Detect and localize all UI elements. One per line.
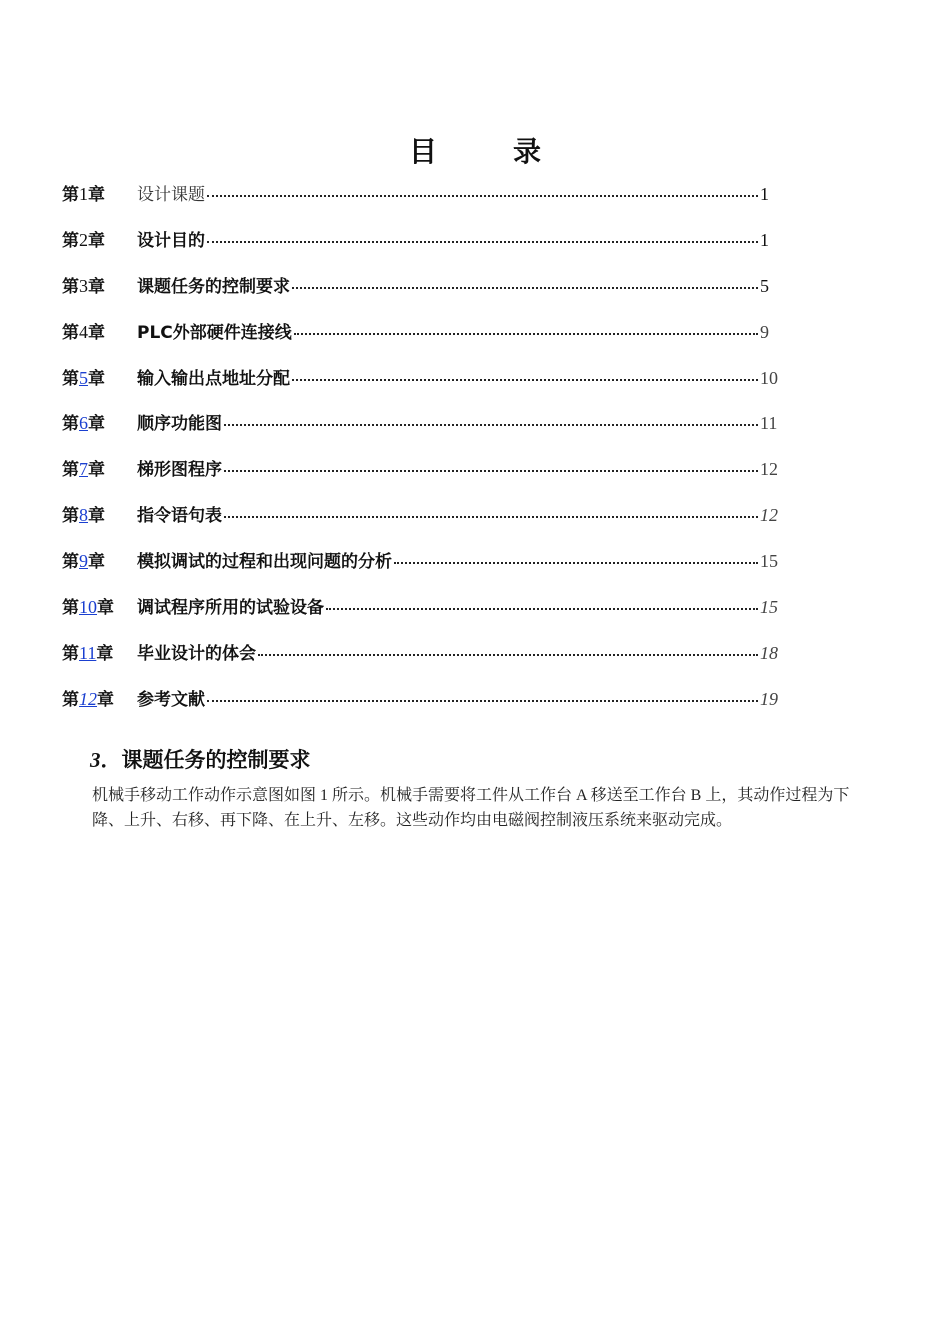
- toc-row-2[interactable]: [62, 226, 782, 272]
- section-paragraph: 机械手移动工作动作示意图如图 1 所示。机械手需要将工件从工作台 A 移送至工作台 B 上，其动作过程为下降、上升、右移、再下降、在上升、左移。这些动作均由电磁阀控制液压系统来驱动完成。: [92, 787, 850, 829]
- toc-row-4[interactable]: [62, 318, 782, 364]
- dot-leader: [207, 241, 758, 243]
- toc-row-3[interactable]: [62, 272, 782, 318]
- toc-title: 参考文献: [137, 689, 205, 710]
- toc-row-5[interactable]: [62, 364, 782, 410]
- chapter-number: 3: [79, 275, 88, 296]
- chapter-label: 第9章: [62, 551, 105, 573]
- dot-leader: [224, 424, 758, 426]
- toc-page-number: 5: [760, 275, 769, 296]
- toc-title: 输入输出点地址分配: [137, 368, 290, 389]
- toc-page-number: 1: [760, 184, 769, 204]
- chapter-label: 第7章: [62, 459, 105, 481]
- toc-page-number: 18: [760, 642, 778, 663]
- toc-page-number: 1: [760, 229, 769, 250]
- chapter-label: 第11章: [62, 642, 114, 664]
- chapter-number-link[interactable]: 5: [79, 367, 88, 388]
- section-heading-text: ．课题任务的控制要求: [100, 748, 311, 772]
- chapter-number: 2: [79, 229, 88, 250]
- toc-row-6[interactable]: [62, 409, 782, 455]
- dot-leader: [326, 608, 758, 610]
- toc-page-number: 15: [760, 597, 778, 618]
- chapter-label: 第12章: [62, 688, 114, 710]
- chapter-label: 第5章: [62, 367, 105, 389]
- chapter-number-link[interactable]: 8: [79, 505, 88, 526]
- dot-leader: [224, 470, 758, 472]
- chapter-number: 4: [79, 321, 88, 342]
- toc-title: 顺序功能图: [137, 414, 222, 435]
- toc-row-1[interactable]: [62, 180, 782, 226]
- chapter-label: 第2章: [62, 229, 105, 251]
- dot-leader: [292, 379, 758, 381]
- toc-title: 梯形图程序: [137, 460, 222, 481]
- toc-row-11[interactable]: [62, 639, 782, 685]
- toc-title: 调试程序所用的试验设备: [137, 598, 324, 619]
- section-number: 3: [90, 748, 101, 772]
- dot-leader: [394, 562, 758, 564]
- toc-page-number: 15: [760, 551, 778, 572]
- toc-page-number: 12: [760, 505, 778, 526]
- chapter-label: 第4章: [62, 321, 105, 343]
- chapter-label: 第10章: [62, 597, 114, 619]
- table-of-contents: [62, 180, 782, 731]
- dot-leader: [224, 516, 758, 518]
- page-title: [0, 130, 950, 170]
- toc-title: 指令语句表: [137, 506, 222, 527]
- dot-leader: [258, 654, 758, 656]
- toc-row-7[interactable]: [62, 455, 782, 501]
- chapter-label: 第1章: [62, 184, 105, 205]
- chapter-label: 第8章: [62, 505, 105, 527]
- chapter-number-link[interactable]: 10: [79, 597, 97, 618]
- chapter-label: 第3章: [62, 275, 105, 297]
- toc-title: 模拟调试的过程和出现问题的分析: [137, 552, 392, 573]
- toc-page-number: 12: [760, 459, 778, 480]
- dot-leader: [292, 287, 758, 289]
- toc-page-number: 10: [760, 367, 778, 388]
- toc-page-number: 19: [760, 688, 778, 709]
- dot-leader: [207, 195, 758, 197]
- toc-page-number: 11: [760, 413, 778, 434]
- dot-leader: [294, 333, 758, 335]
- toc-row-8[interactable]: [62, 501, 782, 547]
- toc-row-10[interactable]: [62, 593, 782, 639]
- toc-title: PLC外部硬件连接线: [137, 322, 292, 343]
- toc-title: 设计目的: [137, 230, 205, 251]
- page-title-right: 录: [513, 135, 542, 168]
- toc-title: 课题任务的控制要求: [137, 276, 290, 297]
- dot-leader: [207, 700, 758, 702]
- chapter-number: 1: [79, 184, 88, 204]
- toc-title: 设计课题: [137, 185, 205, 205]
- toc-title: 毕业设计的体会: [137, 643, 256, 664]
- chapter-number-link[interactable]: 6: [79, 413, 88, 434]
- chapter-number-link[interactable]: 7: [79, 459, 88, 480]
- chapter-number-link[interactable]: 11: [79, 642, 97, 663]
- toc-page-number: 9: [760, 321, 769, 342]
- chapter-number-link[interactable]: 12: [79, 688, 97, 709]
- chapter-label: 第6章: [62, 413, 105, 435]
- section-heading: [90, 744, 311, 774]
- toc-row-9[interactable]: [62, 547, 782, 593]
- page-title-left: 目: [408, 135, 437, 168]
- chapter-number-link[interactable]: 9: [79, 551, 88, 572]
- toc-row-12[interactable]: [62, 685, 782, 731]
